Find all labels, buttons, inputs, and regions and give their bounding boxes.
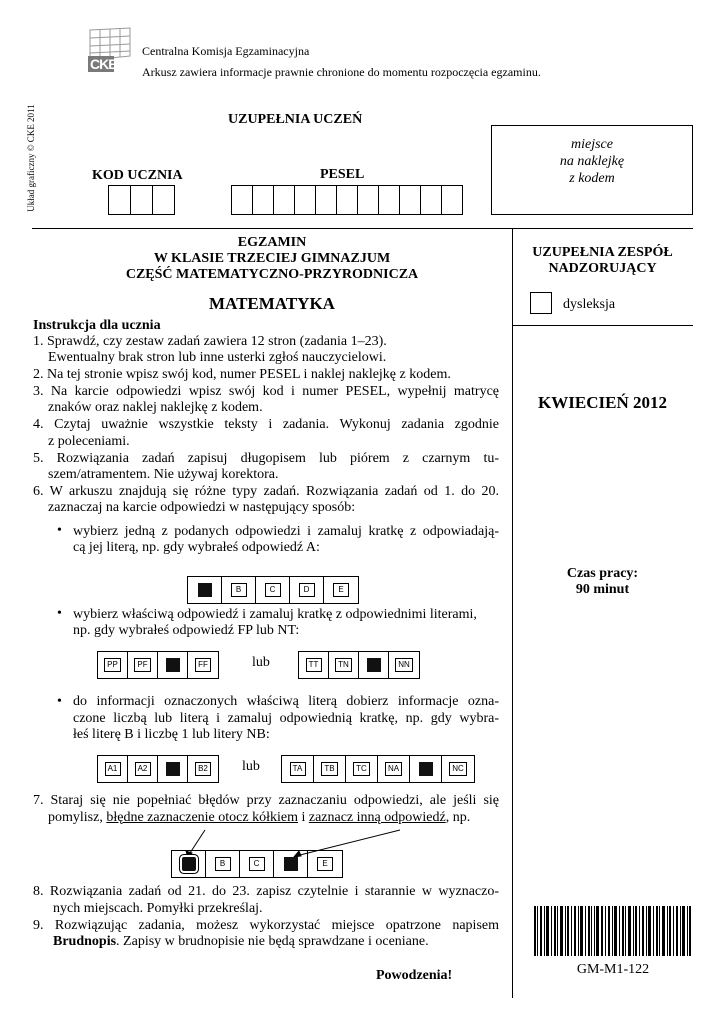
bullet-2-dot: • xyxy=(57,606,62,621)
sticker-line-1: miejsce xyxy=(571,137,613,152)
example-option-filled xyxy=(158,652,188,678)
bullet-3-dot: • xyxy=(57,694,62,709)
instruction-9-cont xyxy=(53,934,499,951)
pesel-label: PESEL xyxy=(320,167,365,182)
instruction-1: 1. Sprawdź, czy zestaw zadań zawiera 12 stron (zadania 1–23). xyxy=(33,334,387,349)
bullet-1-text: wybierz jedną z podanych odpowiedzi i zamaluj kratkę z odpowiadają- xyxy=(73,524,499,539)
or-label-2: lub xyxy=(242,759,260,774)
bullet-2-text: wybierz właściwą odpowiedź i zamaluj kratkę z odpowiednimi literami, xyxy=(73,607,477,622)
exam-line-1: EGZAMIN xyxy=(237,235,307,250)
example-option: TB xyxy=(314,756,346,782)
or-label-1: lub xyxy=(252,655,270,670)
example-matching-nb xyxy=(281,755,475,783)
example-matching-b1 xyxy=(97,755,219,783)
instruction-7: 7. Staraj się nie popełniać błędów przy zaznaczaniu odpowiedzi, ale jeśli się xyxy=(33,793,499,808)
legal-notice: Arkusz zawiera informacje prawnie chronione do momentu rozpoczęcia egzaminu. xyxy=(142,65,541,79)
example-option: TT xyxy=(299,652,329,678)
example-option: NA xyxy=(378,756,410,782)
example-option: PF xyxy=(128,652,158,678)
instruction-5: 5. Rozwiązania zadań zapisuj długopisem lub piórem z czarnym tu- xyxy=(33,451,499,466)
example-option: TA xyxy=(282,756,314,782)
instruction-1-cont: Ewentualny brak stron lub inne usterki zgłoś nauczycielowi. xyxy=(48,350,387,365)
example-fp xyxy=(97,651,219,679)
bullet-3-text-cont: czone liczbą lub literą i zamaluj odpowiednią kratkę, np. gdy wybra- xyxy=(73,711,499,726)
exam-date: KWIECIEŃ 2012 xyxy=(538,393,667,412)
student-code-label: KOD UCZNIA xyxy=(92,168,183,183)
example-option: A1 xyxy=(98,756,128,782)
instruction-7-mark-other: zaznacz inną odpowiedź xyxy=(308,810,446,825)
example-option-circled xyxy=(172,851,206,877)
example-option-a-filled xyxy=(188,577,222,603)
example-option: A2 xyxy=(128,756,158,782)
instruction-6-cont: zaznaczaj na karcie odpowiedzi w następujący sposób: xyxy=(48,500,356,515)
example-option: TC xyxy=(346,756,378,782)
example-nt xyxy=(298,651,420,679)
example-option-filled xyxy=(410,756,442,782)
barcode xyxy=(534,906,692,956)
example-option: C xyxy=(240,851,274,877)
exam-subject: MATEMATYKA xyxy=(209,294,335,313)
dyslexia-checkbox[interactable] xyxy=(530,292,552,314)
sticker-line-3: z kodem xyxy=(569,171,615,186)
example-option: D xyxy=(290,577,324,603)
proctor-title-2: NADZORUJĄCY xyxy=(548,261,657,276)
instruction-5-cont: szem/atramentem. Nie używaj korektora. xyxy=(48,467,279,482)
proctor-divider xyxy=(512,325,693,326)
instruction-8: 8. Rozwiązania zadań od 21. do 23. zapisz czytelnie i starannie w wyznaczo- xyxy=(33,884,499,899)
bullet-3-text-cont2: łeś literę B i liczbę 1 lub litery NB: xyxy=(73,727,270,742)
student-code-field[interactable] xyxy=(108,185,175,215)
instruction-3-cont: znaków oraz naklej naklejkę z kodem. xyxy=(48,400,263,415)
example-option: B2 xyxy=(188,756,218,782)
exam-line-3: CZĘŚĆ MATEMATYCZNO-PRZYRODNICZA xyxy=(125,267,419,282)
example-option: FF xyxy=(188,652,218,678)
column-divider xyxy=(512,228,513,998)
instruction-7-mid: i xyxy=(297,810,309,825)
example-option: B xyxy=(206,851,240,877)
example-option-filled xyxy=(274,851,308,877)
bullet-1-text-cont: cą jej literą, np. gdy wybrałeś odpowiedź A: xyxy=(73,540,320,555)
example-option: PP xyxy=(98,652,128,678)
instruction-4-cont: z poleceniami. xyxy=(48,434,130,449)
draft-label: Brudnopis xyxy=(53,934,117,949)
instruction-6: 6. W arkuszu znajdują się różne typy zadań. Rozwiązania zadań od 1. do 20. xyxy=(33,484,499,499)
logo-text: CKE xyxy=(90,56,117,72)
copyright-vertical: Układ graficzny © CKE 2011 xyxy=(26,104,36,212)
example-option: B xyxy=(222,577,256,603)
example-option: NN xyxy=(389,652,419,678)
sheet-code: GM-M1-122 xyxy=(576,962,650,977)
instruction-9-rest: . Zapisy w brudnopisie nie będą sprawdzane i oceniane. xyxy=(116,934,429,949)
instruction-9: 9. Rozwiązując zadania, możesz wykorzystać miejsce opatrzone napisem xyxy=(33,918,499,933)
cke-logo xyxy=(86,26,132,74)
example-option: E xyxy=(308,851,342,877)
example-option-filled xyxy=(359,652,389,678)
top-divider xyxy=(32,228,693,229)
exam-line-2: W KLASIE TRZECIEJ GIMNAZJUM xyxy=(153,251,391,266)
org-name: Centralna Komisja Egzaminacyjna xyxy=(142,44,310,58)
example-option: NC xyxy=(442,756,474,782)
instruction-7-circle-wrong: błędne zaznaczenie otocz kółkiem xyxy=(106,810,298,825)
bullet-2-text-cont: np. gdy wybrałeś odpowiedź FP lub NT: xyxy=(73,623,300,638)
example-single-choice xyxy=(187,576,359,604)
pesel-field[interactable] xyxy=(231,185,463,215)
time-label: Czas pracy: xyxy=(566,566,639,581)
example-option: C xyxy=(256,577,290,603)
sticker-line-2: na naklejkę xyxy=(559,154,625,169)
example-option: TN xyxy=(329,652,359,678)
instruction-3: 3. Na karcie odpowiedzi wpisz swój kod i numer PESEL, wypełnij matrycę xyxy=(33,384,499,399)
instruction-8-cont: nych miejscach. Pomyłki przekreślaj. xyxy=(53,901,263,916)
instruction-7-post: , np. xyxy=(445,810,471,825)
bullet-3-text: do informacji oznaczonych właściwą literą dobierz informacje ozna- xyxy=(73,694,499,709)
instruction-7-pre: pomylisz, xyxy=(48,810,107,825)
instruction-4: 4. Czytaj uważnie wszystkie teksty i zadania. Wykonuj zadania zgodnie xyxy=(33,417,499,432)
instructions-title: Instrukcja dla ucznia xyxy=(33,318,161,333)
dyslexia-label: dysleksja xyxy=(563,297,616,312)
example-option-filled xyxy=(158,756,188,782)
example-option: E xyxy=(324,577,358,603)
time-value: 90 minut xyxy=(575,582,630,597)
sticker-box[interactable] xyxy=(491,125,693,215)
good-luck: Powodzenia! xyxy=(376,968,453,983)
instruction-7-cont xyxy=(48,810,499,827)
student-section-title: UZUPEŁNIA UCZEŃ xyxy=(228,112,363,127)
proctor-title-1: UZUPEŁNIA ZESPÓŁ xyxy=(532,245,673,260)
example-correction xyxy=(171,850,343,878)
instruction-2: 2. Na tej stronie wpisz swój kod, numer PESEL i naklej naklejkę z kodem. xyxy=(33,367,451,382)
bullet-1-dot: • xyxy=(57,523,62,538)
